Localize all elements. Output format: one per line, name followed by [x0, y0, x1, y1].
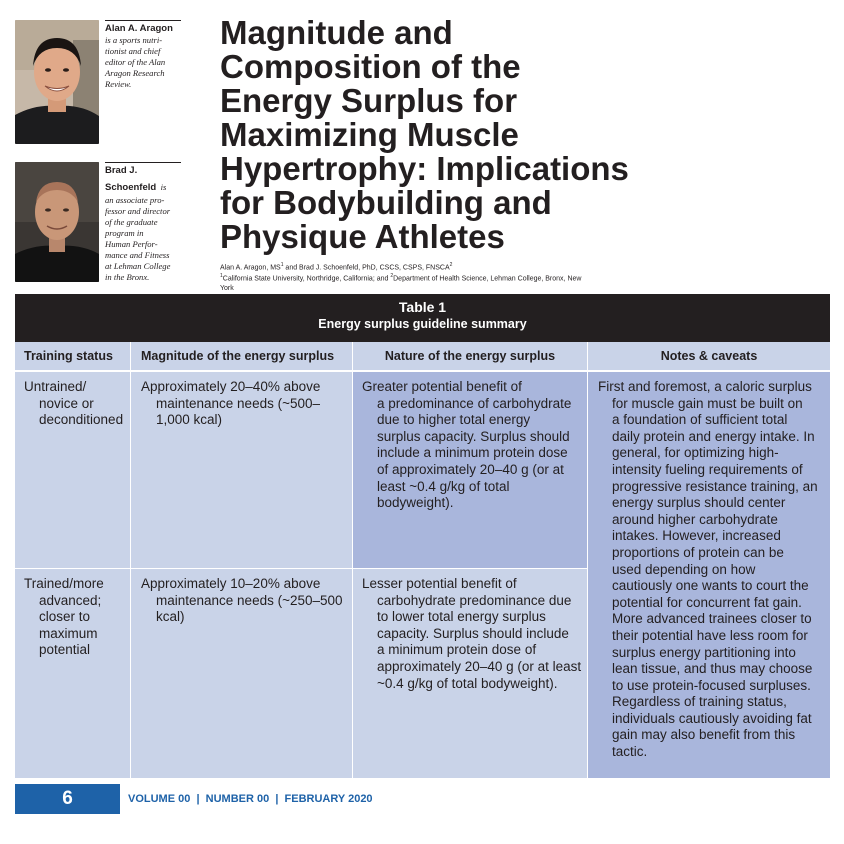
author-bio-aragon [105, 20, 181, 90]
author-bio-schoenfeld [105, 162, 181, 283]
author-name-line [105, 177, 181, 195]
cell-line: intensity fueling requirements of [612, 461, 803, 477]
cell-line: Approximately 10–20% above [141, 576, 321, 591]
table-grid [15, 342, 830, 778]
cell-line: proportions of protein can be [612, 544, 784, 560]
cell-line: their potential have less room for [612, 627, 808, 643]
cell-magnitude-row1 [131, 372, 352, 568]
cell-status-row2 [15, 569, 130, 778]
desc-line: in the Bronx. [105, 272, 150, 282]
cell-line: approximately 20–40 g (or at least [377, 658, 582, 674]
column-header-training-status: Training status [15, 342, 130, 370]
title-line: Composition of the [220, 48, 521, 85]
author-portrait-image [15, 162, 99, 282]
cell-line: tactic. [612, 744, 648, 760]
cell-line: individuals cautiously avoiding fat [612, 710, 812, 726]
cell-line: 1,000 kcal) [156, 412, 223, 428]
desc-line: Review. [105, 79, 132, 89]
cell-line: Approximately 20–40% above [141, 379, 321, 394]
cell-nature-row2 [353, 569, 587, 778]
cell-line: a minimum protein dose of [377, 642, 537, 658]
cell-notes [588, 372, 830, 778]
cell-line: surplus capacity. Surplus should [377, 428, 570, 444]
cell-magnitude-row2 [131, 569, 352, 778]
column-header-notes: Notes & caveats [588, 342, 830, 370]
cell-line: ~0.4 g/kg of total bodyweight). [377, 675, 558, 691]
affiliation-marker: 2 [449, 262, 453, 268]
author-name: Brad J. [105, 165, 138, 176]
cell-line: advanced; [39, 592, 102, 608]
cell-line: cautiously one wants to court the [612, 578, 809, 594]
table-caption: Energy surplus guideline summary [318, 317, 527, 331]
author-description-start: is [160, 182, 167, 192]
author-line [220, 261, 640, 272]
cell-line: maintenance needs (~500– [156, 395, 320, 411]
cell-line: closer to [39, 609, 91, 625]
affiliation-continued: York [220, 284, 234, 292]
desc-line: Human Perfor- [105, 239, 158, 249]
title-line: Physique Athletes [220, 218, 505, 255]
author-description [105, 195, 181, 283]
page-number: 6 [15, 784, 120, 814]
table-label: Table 1 [398, 299, 447, 315]
byline-author-1: Alan A. Aragon, MS [220, 264, 281, 272]
cell-line: a foundation of sufficient total [612, 412, 788, 428]
page-footer [15, 784, 830, 814]
author-photo-aragon [15, 20, 99, 144]
cell-line: of approximately 20–40 g (or at [377, 461, 564, 477]
title-line: Maximizing Muscle [220, 116, 519, 153]
cell-line: include a minimum protein dose [377, 445, 568, 461]
desc-line: Aragon Research [105, 68, 165, 78]
cell-line: potential for concurrent fat gain. [612, 594, 802, 610]
cell-line: used depending on how [612, 561, 756, 577]
article-byline [220, 261, 640, 293]
cell-line: least ~0.4 g/kg of total [377, 478, 510, 494]
cell-status-row1 [15, 372, 130, 568]
cell-line: Lesser potential benefit of [362, 576, 517, 591]
cell-line: to use protein-focused surpluses. [612, 677, 811, 693]
cell-line: daily protein and energy intake. In [612, 428, 815, 444]
cell-nature-row1 [353, 372, 587, 568]
author-name: Alan A. Aragon [105, 23, 173, 34]
cell-line: More advanced trainees closer to [612, 611, 812, 627]
cell-line: for muscle gain must be built on [612, 395, 803, 411]
desc-line: of the graduate [105, 217, 158, 227]
cell-line: to lower total energy surplus [377, 609, 546, 625]
cell-line: intakes. However, increased [612, 528, 781, 544]
title-line: Energy Surplus for [220, 82, 518, 119]
table-header-bar [15, 294, 830, 342]
desc-line: mance and Fitness [105, 250, 170, 260]
cell-line: maximum [39, 625, 98, 641]
title-line: Magnitude and [220, 14, 453, 51]
affiliation-2: Department of Health Science, Lehman College, Bronx, New [393, 275, 582, 283]
title-line: Hypertrophy: Implications [220, 150, 629, 187]
desc-line: program in [105, 228, 144, 238]
desc-line: at Lehman College [105, 261, 171, 271]
author-photo-schoenfeld [15, 162, 99, 282]
cell-line: surplus energy partitioning into [612, 644, 796, 660]
cell-line: Greater potential benefit of [362, 379, 522, 394]
cell-line: lean tissue, and thus may choose [612, 661, 813, 677]
author-portrait-image [15, 20, 99, 144]
affiliation-marker: 1 [280, 262, 284, 268]
cell-line: novice or [39, 395, 94, 411]
cell-line: progressive resistance training, an [612, 478, 818, 494]
desc-line: fessor and director [105, 206, 171, 216]
affiliation-line [220, 272, 640, 283]
cell-line: First and foremost, a caloric surplus [598, 379, 812, 394]
affiliation-marker: 2 [390, 273, 394, 280]
author-name: Schoenfeld [105, 182, 157, 193]
cell-line: due to higher total energy [377, 412, 531, 428]
author-block-schoenfeld [15, 162, 181, 284]
cell-line: capacity. Surplus should include [377, 625, 569, 641]
byline-author-2: and Brad J. Schoenfeld, PhD, CSCS, CSPS, FNSCA [283, 264, 450, 272]
cell-line: potential [39, 642, 91, 658]
desc-line: an associate pro- [105, 195, 165, 205]
title-line: for Bodybuilding and [220, 184, 552, 221]
author-block-aragon [15, 20, 181, 145]
desc-line: is a sports nutri- [105, 35, 163, 45]
cell-line: kcal) [156, 609, 185, 625]
article-title [220, 16, 660, 254]
affiliation-1: California State University, Northridge, California; and [222, 275, 391, 283]
cell-line: carbohydrate predominance due [377, 592, 572, 608]
desc-line: tionist and chief [105, 46, 161, 56]
cell-line: gain may also benefit from this [612, 727, 796, 743]
cell-line: a predominance of carbohydrate [377, 395, 572, 411]
column-header-magnitude: Magnitude of the energy surplus [131, 342, 352, 370]
cell-line: deconditioned [39, 412, 124, 428]
cell-line: Trained/more [24, 576, 104, 591]
cell-line: energy surplus should center [612, 495, 786, 511]
column-header-nature: Nature of the energy surplus [353, 342, 587, 370]
desc-line: editor of the Alan [105, 57, 166, 67]
author-description [105, 35, 181, 90]
issue-info: VOLUME 00 | NUMBER 00 | FEBRUARY 2020 [128, 793, 373, 805]
cell-line: around higher carbohydrate [612, 511, 778, 527]
cell-line: maintenance needs (~250–500 [156, 592, 343, 608]
cell-line: Regardless of training status, [612, 694, 787, 710]
cell-line: bodyweight). [377, 495, 454, 511]
cell-line: Untrained/ [24, 379, 87, 394]
affiliation-marker: 1 [220, 273, 223, 280]
guideline-table [15, 294, 830, 778]
cell-line: general, for optimizing high- [612, 445, 779, 461]
